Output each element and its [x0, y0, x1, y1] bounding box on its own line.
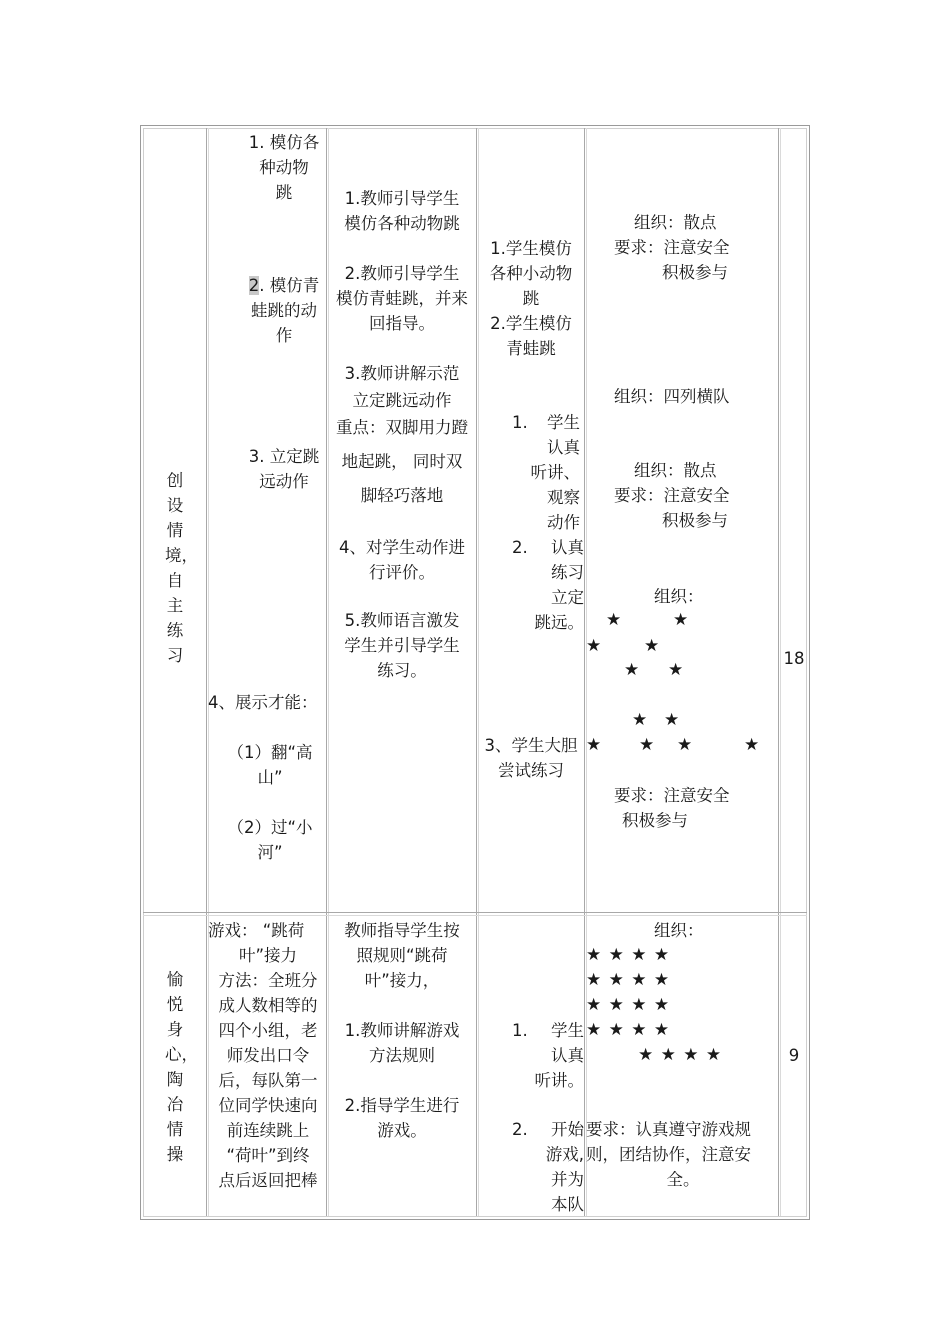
- star-marker: ★: [664, 710, 680, 730]
- student-list-num: 2.: [512, 1120, 528, 1139]
- student-list-item-2: 认真 练习 立定 跳远。: [534, 538, 584, 632]
- student-list-item-1: 学生 认真 听讲、 观察 动作: [530, 413, 580, 532]
- star-marker: ★: [677, 735, 693, 755]
- star-marker: ★: [744, 735, 760, 755]
- time-minutes: 18: [783, 649, 805, 668]
- teacher-activity-game: 教师指导学生按 照规则“跳荷 叶”接力，: [344, 921, 460, 990]
- time-minutes: 9: [788, 1046, 800, 1065]
- star-marker: ★: [606, 610, 622, 630]
- content-item-4a: （1）翻“高 山”: [227, 743, 313, 787]
- student-list-num: 2.: [512, 538, 528, 557]
- content-item-1: 1. 模仿各 种动物 跳: [248, 133, 320, 202]
- organization-game-label: 组织：: [654, 921, 704, 940]
- star-formation: ★ ★ ★ ★ ★ ★ ★ ★ ★ ★ ★ ★ ★ ★ ★ ★ ★ ★ ★ ★: [586, 945, 723, 1065]
- organization-game-requirement: 要求：认真遵守游戏规 则，团结协作，注意安 全。: [586, 1120, 751, 1189]
- student-activity-3: 3、学生大胆 尝试练习: [484, 736, 578, 780]
- teacher-activity-5: 5.教师语言激发 学生并引导学生 练习。: [344, 611, 460, 680]
- student-activity-1: 1.学生模仿 各种小动物 跳 2.学生模仿 青蛙跳: [489, 239, 573, 358]
- teacher-activity-4: 4、对学生动作进 行评价。: [339, 538, 465, 582]
- star-marker: ★: [668, 660, 684, 680]
- row-divider: [143, 912, 807, 913]
- column-divider: [778, 128, 779, 1216]
- organization-4-label: 组织：: [654, 587, 704, 606]
- content-item-4: 4、展示才能：: [208, 693, 318, 712]
- column-divider: [476, 128, 477, 1216]
- teacher-activity-3: 3.教师讲解示范 立定跳远动作 重点：双脚用力蹬 地起跳， 同时双 脚轻巧落地: [336, 364, 468, 505]
- star-marker: ★: [586, 636, 602, 656]
- star-marker: ★: [624, 660, 640, 680]
- content-item-2: 2. 模仿青 蛙跳的动 作: [248, 276, 320, 345]
- student-list-num: 1.: [512, 413, 528, 432]
- student-game-item-1: 学生 认真 听讲。: [534, 1021, 584, 1090]
- column-divider: [206, 128, 207, 1216]
- organization-2: 组织：四列横队: [614, 387, 730, 406]
- organization-4-requirement: 要求：注意安全 积极参与: [614, 786, 730, 830]
- teacher-activity-1: 1.教师引导学生 模仿各种动物跳: [344, 189, 460, 233]
- student-list-num: 1.: [512, 1021, 528, 1040]
- star-marker: ★: [644, 636, 660, 656]
- organization-1: 组织：散点 要求：注意安全 积极参与: [614, 213, 730, 282]
- teacher-activity-game-2: 2.指导学生进行 游戏。: [344, 1096, 460, 1140]
- teacher-activity-2: 2.教师引导学生 模仿青蛙跳，并来 回指导。: [336, 264, 468, 333]
- stage-label: 创设情境，自主练习: [165, 471, 198, 665]
- content-item-3: 3. 立定跳 远动作: [248, 447, 320, 491]
- student-game-item-2: 开始 游戏, 并为 本队: [545, 1120, 584, 1214]
- star-marker: ★: [586, 735, 602, 755]
- star-marker: ★: [639, 735, 655, 755]
- stage-label: 愉悦身心，陶冶情操: [165, 970, 198, 1164]
- star-marker: ★: [632, 710, 648, 730]
- teacher-activity-game-1: 1.教师讲解游戏 方法规则: [344, 1021, 460, 1065]
- organization-3: 组织：散点 要求：注意安全 积极参与: [614, 461, 730, 530]
- column-divider: [584, 128, 585, 1216]
- game-description: 游戏： “跳荷 叶”接力 方法：全班分 成人数相等的 四个小组，老 师发出口令 后，每队第一 位同学快速向 前连续跳上 “荷叶”到终 点后返回把棒: [208, 921, 318, 1190]
- content-item-4b: （2）过“小 河”: [227, 818, 313, 862]
- star-marker: ★: [673, 610, 689, 630]
